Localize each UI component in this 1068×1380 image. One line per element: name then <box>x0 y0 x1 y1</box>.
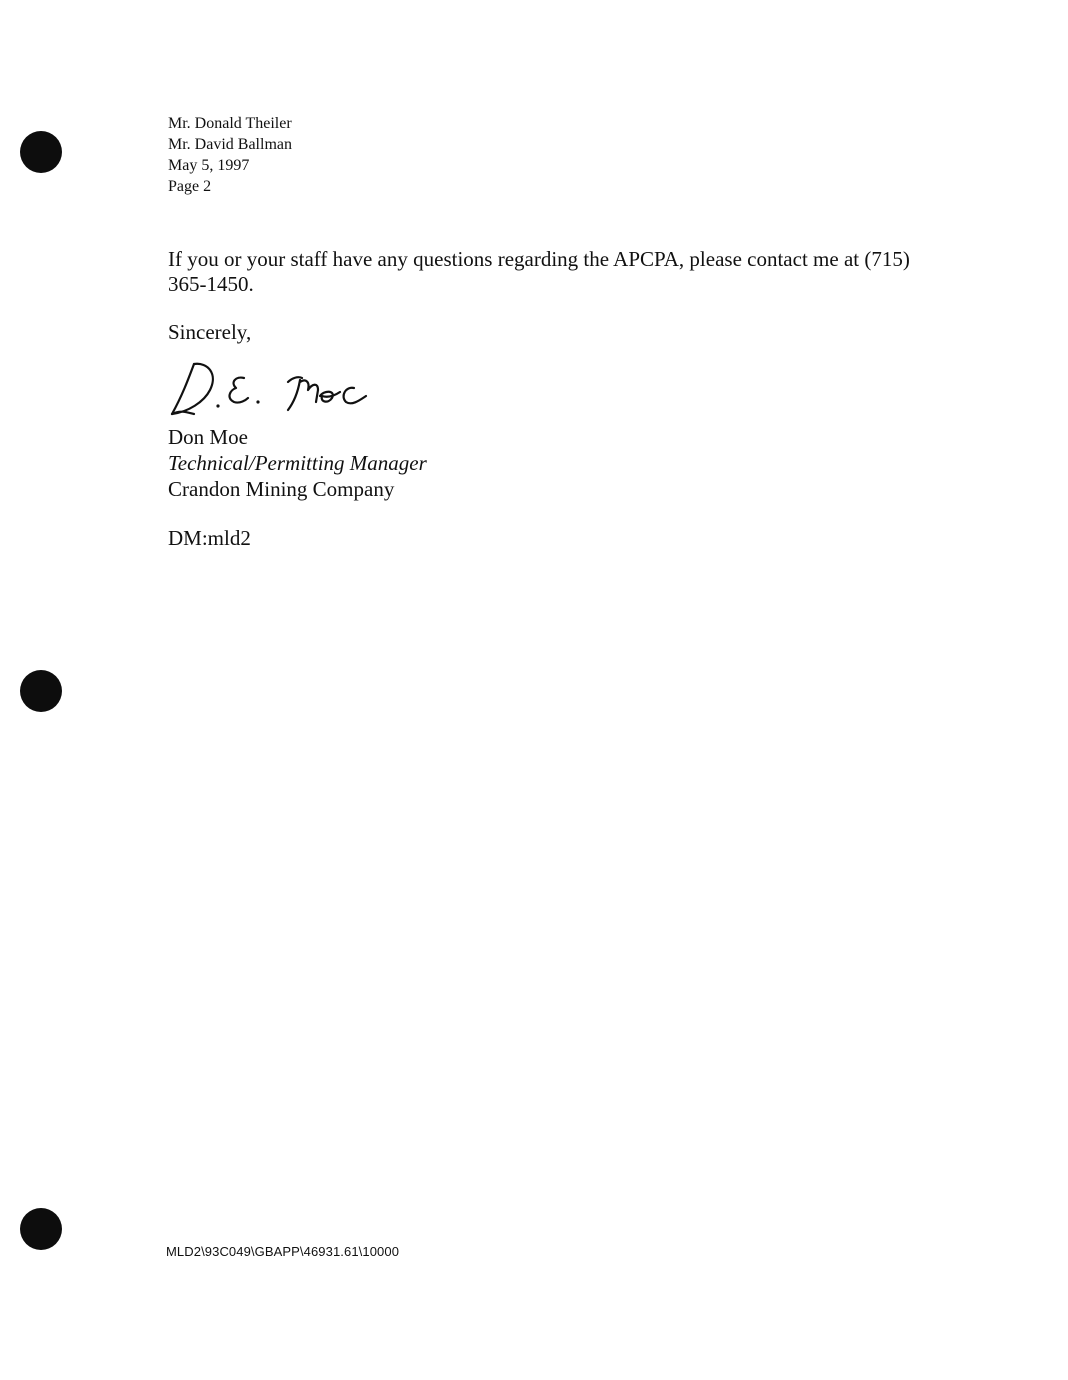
punch-hole-top <box>20 131 62 173</box>
signer-block <box>168 424 427 502</box>
handwritten-signature <box>160 352 380 426</box>
signer-company: Crandon Mining Company <box>168 477 395 501</box>
page-number: Page 2 <box>168 178 212 195</box>
letter-header <box>168 113 292 197</box>
recipient-2: Mr. David Ballman <box>168 136 292 153</box>
closing-salutation: Sincerely, <box>168 320 252 344</box>
punch-hole-middle <box>20 670 62 712</box>
letter-date: May 5, 1997 <box>168 157 250 174</box>
punch-hole-bottom <box>20 1208 62 1250</box>
typist-initials: DM:mld2 <box>168 526 251 550</box>
body-paragraph: If you or your staff have any questions regarding the APCPA, please contact me at (715) 365-1450. <box>168 247 910 296</box>
footer-file-code: MLD2\93C049\GBAPP\46931.61\10000 <box>166 1244 400 1259</box>
signer-name: Don Moe <box>168 425 248 449</box>
signer-title: Technical/Permitting Manager <box>168 451 427 475</box>
recipient-1: Mr. Donald Theiler <box>168 115 292 132</box>
